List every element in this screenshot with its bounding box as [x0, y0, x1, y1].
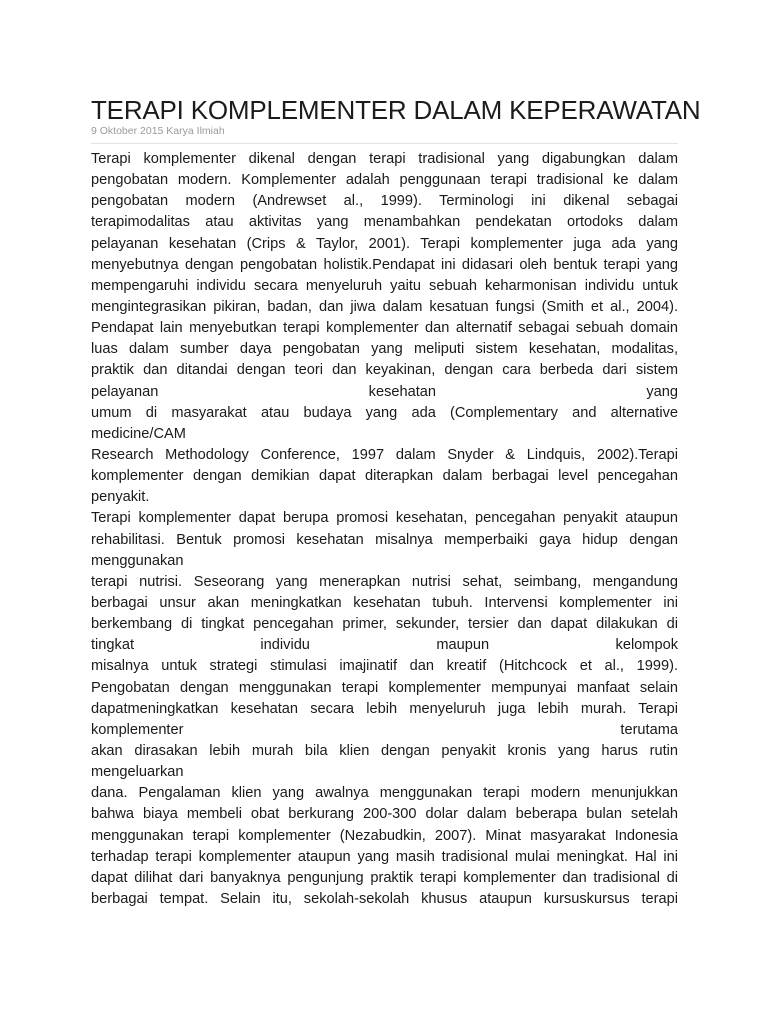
body-line: bahwa biaya membeli obat berkurang 200-300 dolar dalam beberapa bulan setelah: [91, 806, 678, 823]
body-line: praktik dan ditandai dengan teori dan keyakinan, dengan cara berbeda dari sistem: [91, 362, 678, 379]
body-line: Terapi komplementer dikenal dengan terapi tradisional yang digabungkan dalam: [91, 151, 678, 167]
body-line: pengobatan modern. Komplementer adalah penggunaan terapi tradisional ke dalam: [91, 172, 678, 189]
article-title: TERAPI KOMPLEMENTER DALAM KEPERAWATAN: [91, 95, 701, 125]
body-line: Pengobatan dengan menggunakan terapi komplementer mempunyai manfaat selain: [91, 679, 678, 696]
body-line: akan dirasakan lebih murah bila klien dengan penyakit kronis yang harus rutin: [91, 742, 678, 759]
body-line: berbagai tempat. Selain itu, sekolah-sekolah khusus ataupun kursuskursus terapi: [91, 890, 678, 907]
document-page: [91, 94, 701, 910]
body-line: tingkat individu maupun kelompok: [91, 637, 678, 654]
body-line: medicine/CAM: [91, 425, 186, 442]
article-meta: 9 Oktober 2015 Karya Ilmiah: [91, 125, 225, 137]
body-line: pelayanan kesehatan yang: [91, 383, 678, 400]
body-line: Pendapat lain menyebutkan terapi komplementer dan alternatif sebagai sebuah domain: [91, 320, 678, 337]
body-line: mengeluarkan: [91, 764, 184, 781]
body-line: Research Methodology Conference, 1997 dalam Snyder & Lindquis, 2002).Terapi: [91, 446, 678, 463]
body-line: berbagai unsur akan meningkatkan kesehatan tubuh. Intervensi komplementer ini: [91, 594, 678, 611]
body-line: rehabilitasi. Bentuk promosi kesehatan misalnya memperbaiki gaya hidup dengan: [91, 531, 678, 548]
body-line: terapimodalitas atau aktivitas yang menambahkan pendekatan ortodoks dalam: [91, 214, 678, 231]
body-line: dapat dilihat dari banyaknya pengunjung praktik terapi komplementer dan tradisional di: [91, 869, 678, 886]
body-line: Terapi komplementer dapat berupa promosi kesehatan, pencegahan penyakit ataupun: [91, 510, 678, 527]
body-line: berkembang di tingkat pencegahan primer, sekunder, tersier dan dapat dilakukan di: [91, 616, 678, 633]
body-line: komplementer terutama: [91, 721, 678, 738]
body-line: terhadap terapi komplementer ataupun yang masih tradisional mulai meningkat. Hal ini: [91, 848, 678, 865]
body-line: mempengaruhi individu secara menyeluruh yaitu sebuah keharmonisan individu untuk: [91, 277, 678, 294]
body-line: terapi nutrisi. Seseorang yang menerapkan nutrisi sehat, seimbang, mengandung: [91, 573, 678, 590]
body-line: pengobatan modern (Andrewset al., 1999). Terminologi ini dikenal sebagai: [91, 193, 678, 210]
body-line: pelayanan kesehatan (Crips & Taylor, 2001). Terapi komplementer juga ada yang: [91, 235, 678, 252]
body-line: penyakit.: [91, 489, 150, 506]
article-body: [91, 149, 678, 910]
body-line: menggunakan: [91, 552, 184, 569]
title-divider: [91, 143, 678, 144]
body-line: dapatmeningkatkan kesehatan secara lebih menyeluruh juga lebih murah. Terapi: [91, 700, 678, 717]
body-line: dana. Pengalaman klien yang awalnya menggunakan terapi modern menunjukkan: [91, 785, 678, 802]
body-line: misalnya untuk strategi stimulasi imajinatif dan kreatif (Hitchcock et al., 1999).: [91, 658, 678, 675]
body-line: menyebutnya dengan pengobatan holistik.Pendapat ini didasari oleh bentuk terapi yang: [91, 256, 678, 273]
body-line: menggunakan terapi komplementer (Nezabudkin, 2007). Minat masyarakat Indonesia: [91, 827, 678, 844]
body-line: luas dalam sumber daya pengobatan yang meliputi sistem kesehatan, modalitas,: [91, 341, 678, 358]
body-line: umum di masyarakat atau budaya yang ada (Complementary and alternative: [91, 404, 678, 421]
body-line: komplementer dengan demikian dapat diterapkan dalam berbagai level pencegahan: [91, 468, 678, 485]
body-line: mengintegrasikan pikiran, badan, dan jiwa dalam kesatuan fungsi (Smith et al., 2004).: [91, 298, 678, 315]
